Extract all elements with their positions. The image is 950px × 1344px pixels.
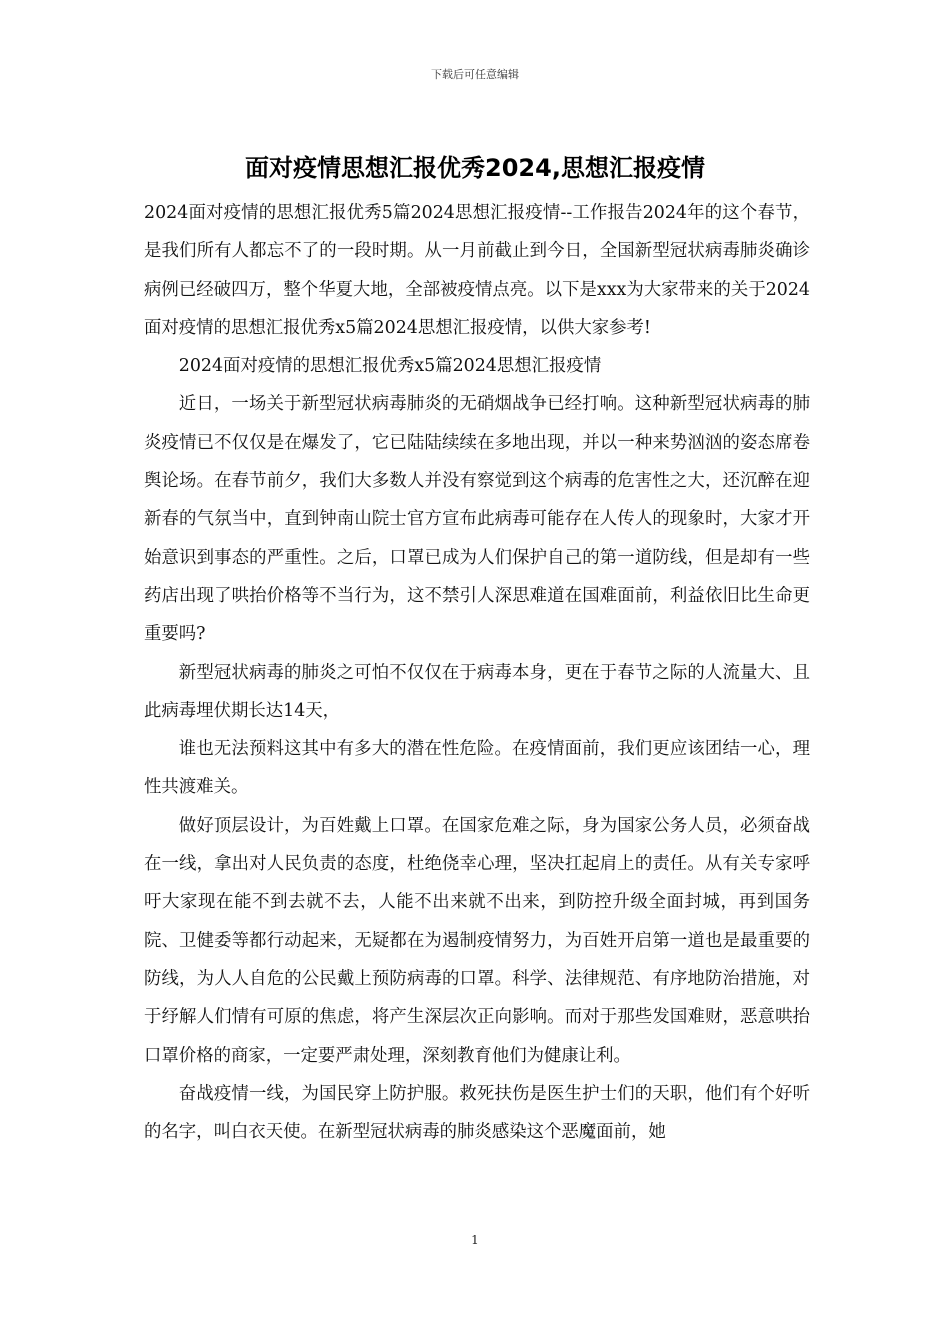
page-number: 1 [471, 1233, 479, 1247]
page-header-note: 下载后可任意编辑 [431, 68, 519, 81]
body-paragraph: 奋战疫情一线，为国民穿上防护服。救死扶伤是医生护士们的天职，他们有个好听的名字，叫白衣天使。在新型冠状病毒的肺炎感染这个恶魔面前，她 [144, 1083, 810, 1143]
document-title: 面对疫情思想汇报优秀2024,思想汇报疫情 [245, 154, 705, 182]
subtitle-paragraph: 2024面对疫情的思想汇报优秀x5篇2024思想汇报疫情 [178, 356, 602, 377]
body-paragraph: 做好顶层设计，为百姓戴上口罩。在国家危难之际，身为国家公务人员，必须奋战在一线，拿出对人民负责的态度，杜绝侥幸心理，坚决扛起肩上的责任。从有关专家呼吁大家现在能不到去就不去，人能不出来就不出来，到防控升级全面封城，再到国务院、卫健委等都行动起来，无疑都在为遏制疫情努力，为百姓开启第一道也是最重要的防线，为人人自危的公民戴上预防病毒的口罩。科学、法律规范、有序地防治措施，对于纾解人们情有可原的焦虑，将产生深层次正向影响。而对于那些发国难财，恶意哄抬口罩价格的商家，一定要严肃处理，深刻教育他们为健康让利。 [144, 815, 810, 1066]
body-paragraph: 谁也无法预料这其中有多大的潜在性危险。在疫情面前，我们更应该团结一心，理性共渡难关。 [144, 739, 810, 798]
intro-paragraph: 2024面对疫情的思想汇报优秀5篇2024思想汇报疫情--工作报告2024年的这个春节，是我们所有人都忘不了的一段时期。从一月前截止到今日，全国新型冠状病毒肺炎确诊病例已经破四万，整个华夏大地，全部被疫情点亮。以下是xxx为大家带来的关于2024面对疫情的思想汇报优秀x5篇2024思想汇报疫情，以供大家参考! [144, 203, 810, 338]
document-body [144, 194, 810, 1151]
body-paragraph: 新型冠状病毒的肺炎之可怕不仅仅在于病毒本身，更在于春节之际的人流量大、且此病毒埋伏期长达14天， [144, 662, 810, 721]
body-paragraph: 近日，一场关于新型冠状病毒肺炎的无硝烟战争已经打响。这种新型冠状病毒的肺炎疫情已不仅仅是在爆发了，它已陆陆续续在多地出现，并以一种来势汹汹的姿态席卷舆论场。在春节前夕，我们大多数人并没有察觉到这个病毒的危害性之大，还沉醉在迎新春的气氛当中，直到钟南山院士官方宣布此病毒可能存在人传人的现象时，大家才开始意识到事态的严重性。之后，口罩已成为人们保护自己的第一道防线，但是却有一些药店出现了哄抬价格等不当行为，这不禁引人深思难道在国难面前，利益依旧比生命更重要吗? [144, 394, 810, 645]
